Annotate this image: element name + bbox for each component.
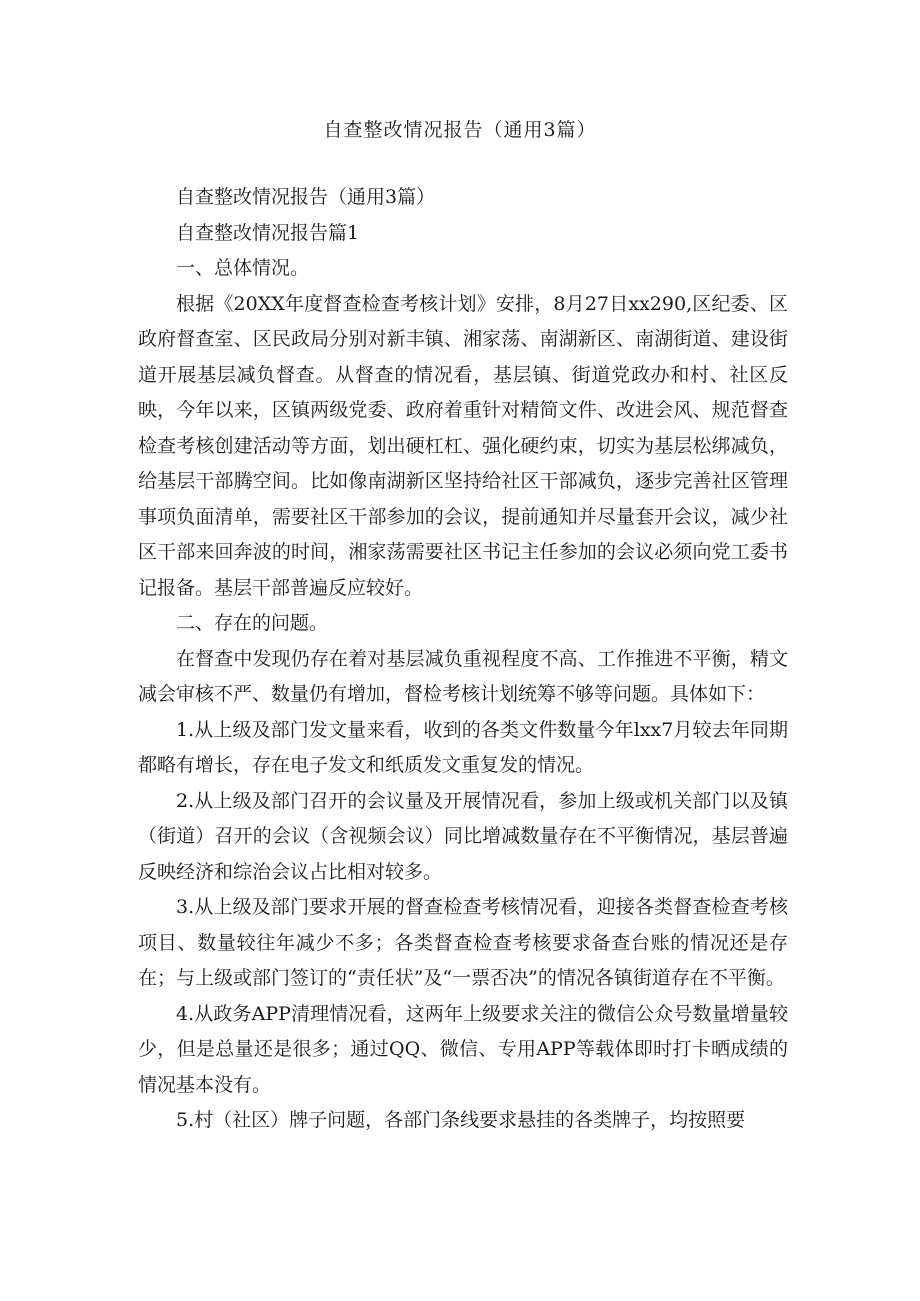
list-item-2: 2.从上级及部门召开的会议量及开展情况看，参加上级或机关部门以及镇（街道）召开的会议（含视频会议）同比增减数量存在不平衡情况，基层普遍反映经济和综治会议占比相对较多。 <box>138 789 788 883</box>
list-item-3: 3.从上级及部门要求开展的督查检查考核情况看，迎接各类督查检查考核项目、数量较往年减少不多；各类督查检查考核要求备查台账的情况还是存在；与上级或部门签订的“责任状”及“一票否决”的情况各镇街道存在不平衡。 <box>138 896 788 989</box>
body-paragraph: 根据《20XX年度督查检查考核计划》安排，8月27日xx290,区纪委、区政府督查室、区民政局分别对新丰镇、湘家荡、南湖新区、南湖街道、建设街道开展基层减负督查。从督查的情况看，基层镇、街道党政办和村、社区反映，今年以来，区镇两级党委、政府着重针对精简文件、改进会风、规范督查检查考核创建活动等方面，划出硬杠杠、强化硬约束，切实为基层松绑减负，给基层干部腾空间。比如像南湖新区坚持给社区干部减负，逐步完善社区管理事项负面清单，需要社区干部参加的会议，提前通知并尽量套开会议，减少社区干部来回奔波的时间，湘家荡需要社区书记主任参加的会议必须向党工委书记报备。基层干部普遍反应较好。 <box>138 292 788 599</box>
document-body <box>138 180 788 1139</box>
heading-existing-problems: 二、存在的问题。 <box>176 612 329 634</box>
heading-overall-situation: 一、总体情况。 <box>176 257 310 279</box>
list-item-5: 5.村（社区）牌子问题，各部门条线要求悬挂的各类牌子，均按照要 <box>176 1109 746 1131</box>
subtitle-paragraph: 自查整改情况报告（通用3篇） <box>176 186 436 208</box>
body-paragraph: 在督查中发现仍存在着对基层减负重视程度不高、工作推进不平衡，精文减会审核不严、数量仍有增加，督检考核计划统筹不够等问题。具体如下： <box>138 647 788 705</box>
page-title: 自查整改情况报告（通用3篇） <box>323 119 597 141</box>
section-heading: 自查整改情况报告篇1 <box>176 221 360 244</box>
list-item-1: 1.从上级及部门发文量来看，收到的各类文件数量今年lxx7月较去年同期都略有增长，存在电子发文和纸质发文重复发的情况。 <box>138 718 788 776</box>
list-item-4: 4.从政务APP清理情况看，这两年上级要求关注的微信公众号数量增量较少，但是总量还是很多；通过QQ、微信、专用APP等载体即时打卡晒成绩的情况基本没有。 <box>138 1002 788 1096</box>
